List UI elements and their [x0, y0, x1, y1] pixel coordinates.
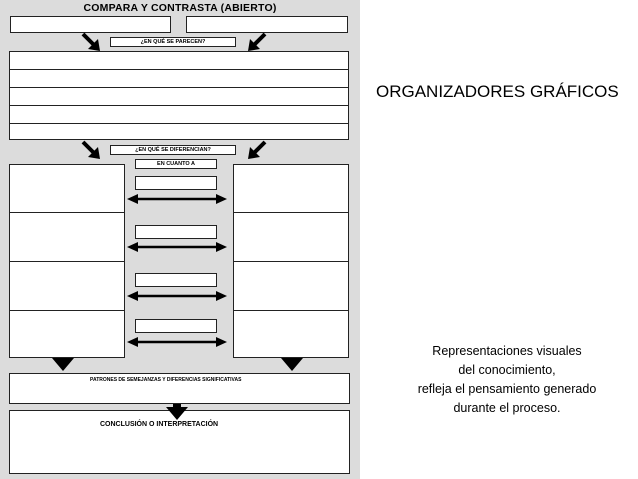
down-arrow-icon	[281, 358, 303, 371]
description-line: Representaciones visuales	[432, 344, 582, 358]
diagonal-arrow-icon	[248, 34, 265, 51]
slide-title: ORGANIZADORES GRÁFICOS	[376, 82, 619, 101]
down-arrow-icon	[52, 358, 74, 371]
double-arrow-icon	[127, 337, 227, 347]
regarding-label: EN CUANTO A	[135, 159, 217, 169]
double-arrow-icon	[127, 242, 227, 252]
description-line: refleja el pensamiento generado	[417, 382, 597, 396]
diagonal-arrow-icon	[83, 34, 100, 51]
patterns-label: PATRONES DE SEMEJANZAS Y DIFERENCIAS SIGNIFICATIVAS	[90, 377, 242, 383]
slide-description	[376, 342, 638, 418]
differences-label: ¿EN QUÉ SE DIFERENCIAN?	[110, 145, 236, 155]
double-arrow-icon	[127, 194, 227, 204]
conclusion-label: CONCLUSIÓN O INTERPRETACIÓN	[100, 421, 219, 428]
organizer-title: COMPARA Y CONTRASTA (ABIERTO)	[83, 2, 277, 14]
diagonal-arrow-icon	[248, 142, 265, 159]
diagonal-arrow-icon	[83, 142, 100, 159]
description-line: durante el proceso.	[453, 401, 561, 415]
description-line: del conocimiento,	[458, 363, 556, 377]
down-arrow-icon	[166, 404, 188, 420]
double-arrow-icon	[127, 291, 227, 301]
similarities-label: ¿EN QUÉ SE PARECEN?	[110, 37, 236, 47]
